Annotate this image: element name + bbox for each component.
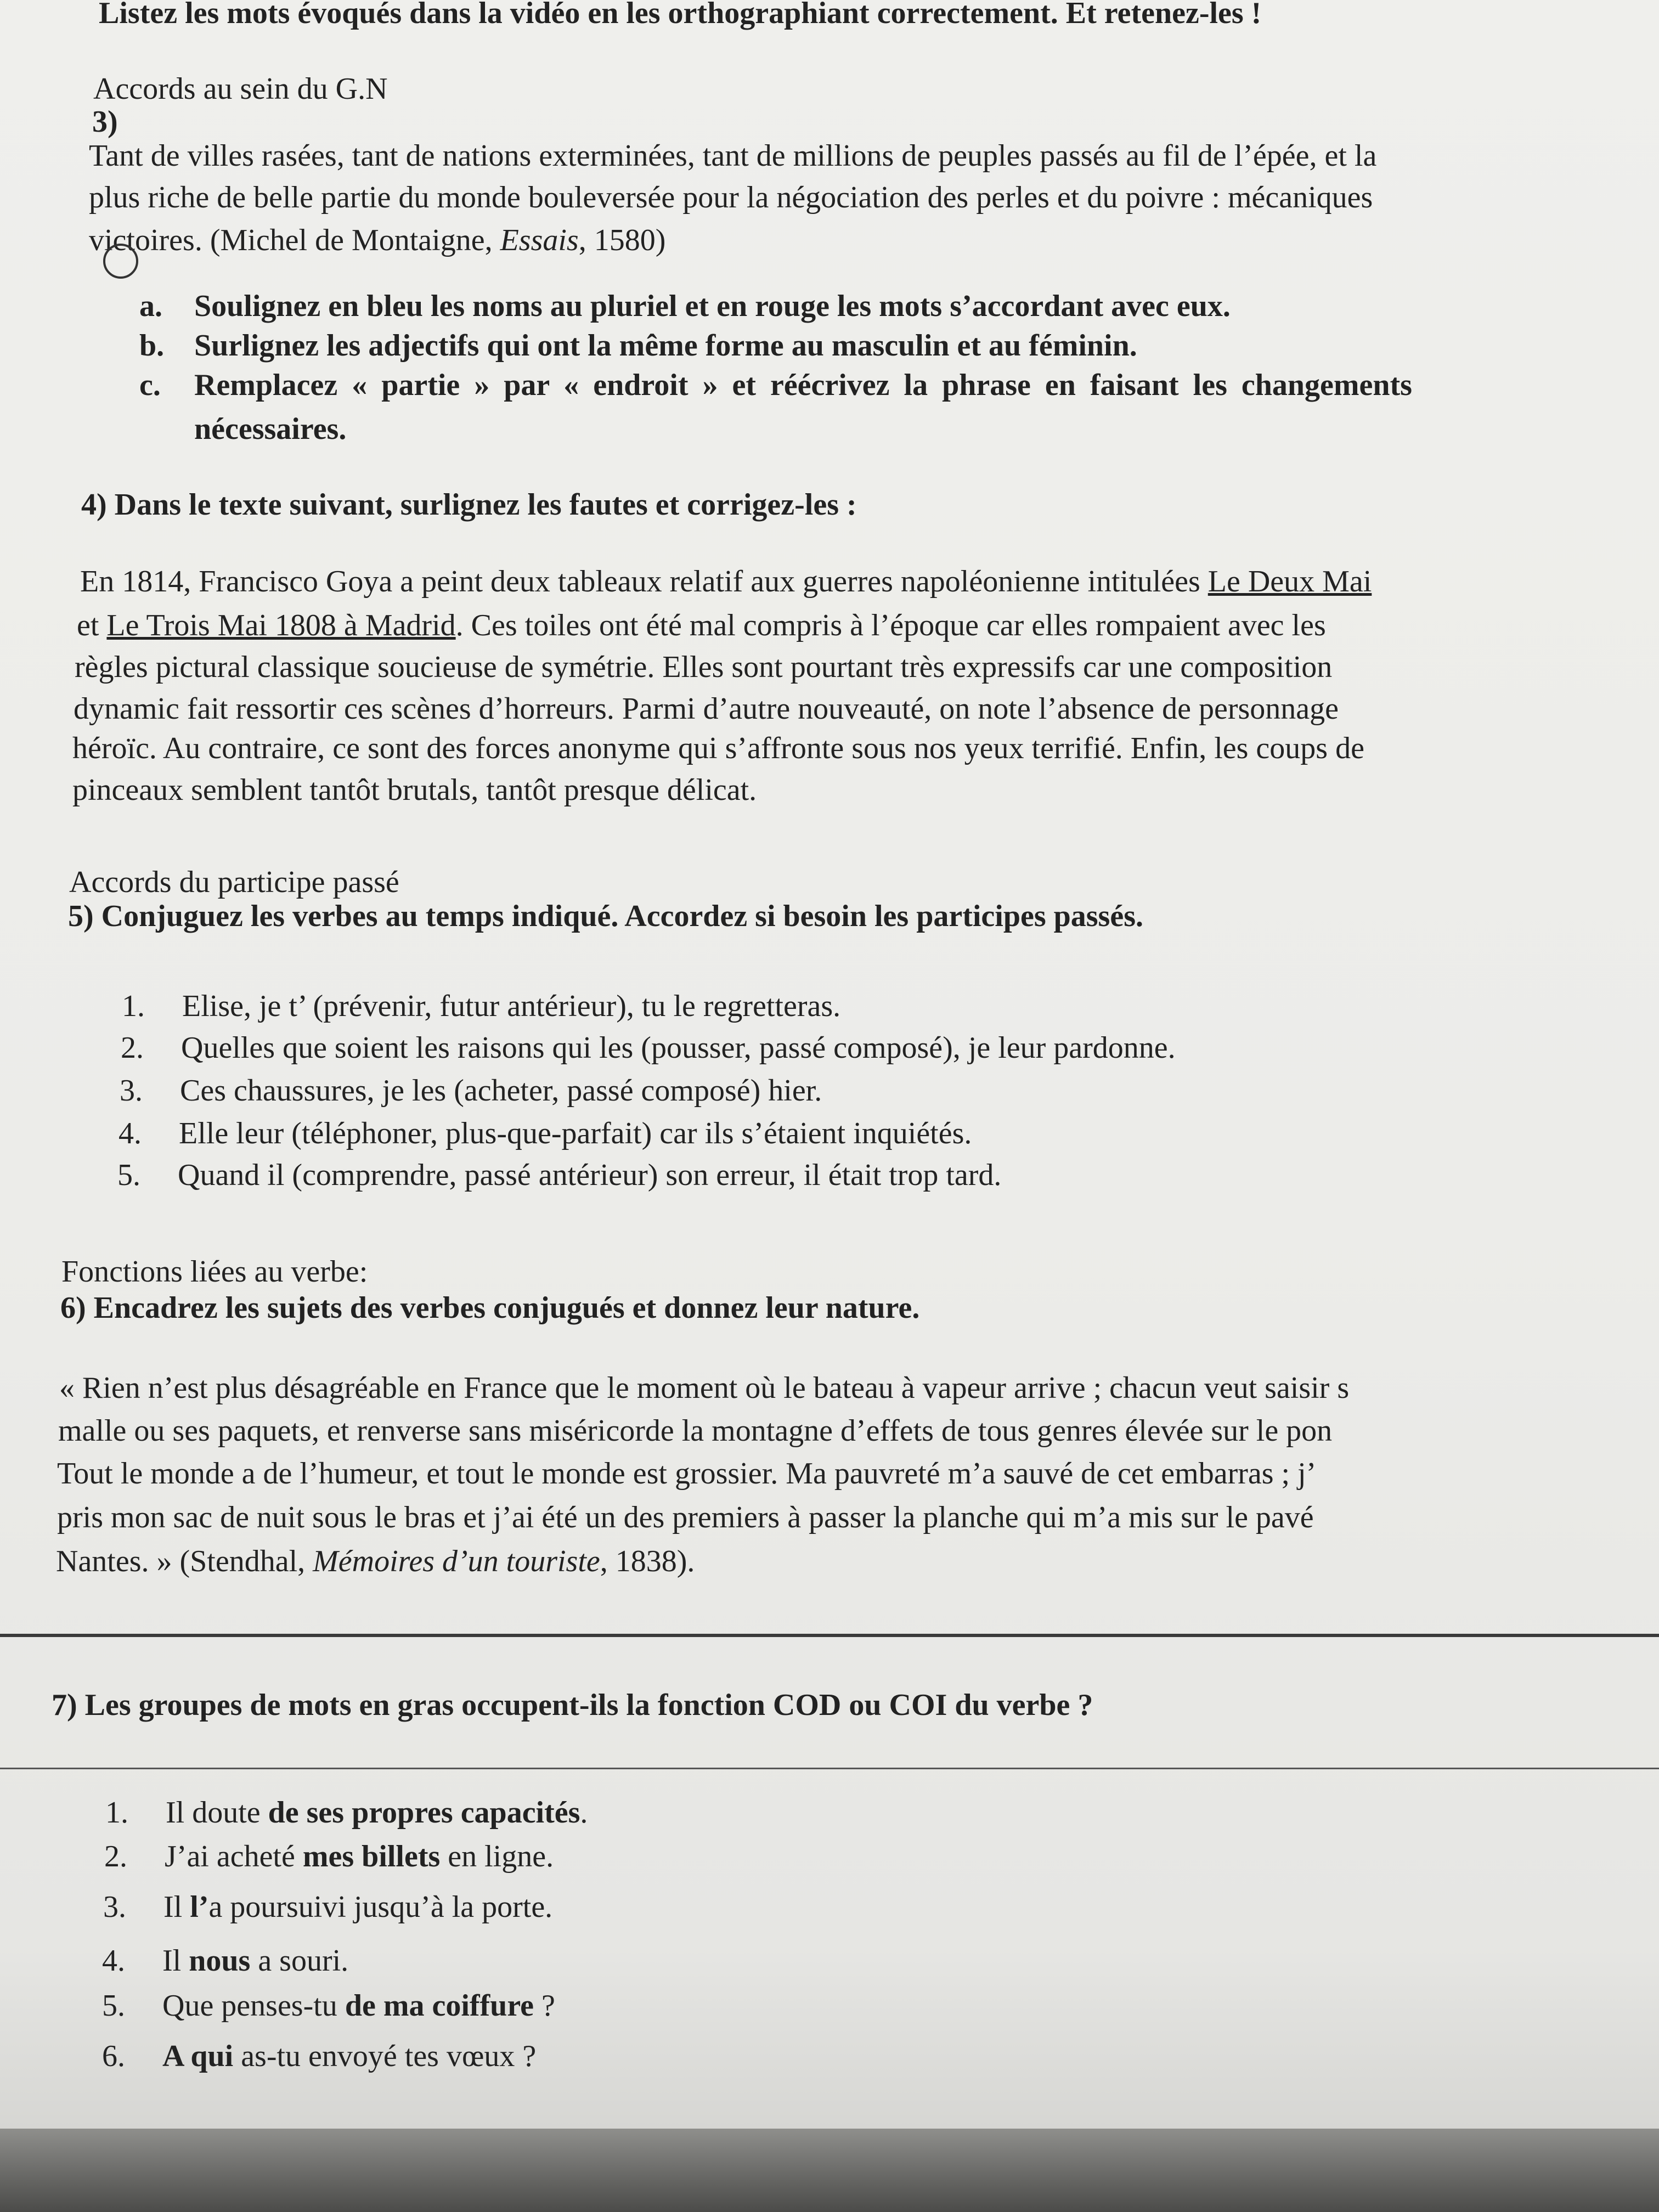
- s4-line-6: pinceaux semblent tantôt brutals, tantôt presque délicat.: [72, 773, 757, 807]
- s7-item-4-text: Il: [162, 1944, 189, 1978]
- s3-item-c-label: c.: [139, 368, 161, 402]
- s7-item-4: [102, 1944, 348, 1978]
- s4-line-2-text: . Ces toiles ont été mal compris à l’époque car elles rompaient avec les: [455, 608, 1326, 642]
- s5-item-2-number: 2.: [121, 1031, 144, 1065]
- s7-item-1-group: de ses propres capacités: [268, 1796, 580, 1830]
- s7-item-3-end: a poursuivi jusqu’à la porte.: [208, 1890, 553, 1924]
- s3-item-a-text: Soulignez en bleu les noms au pluriel et en rouge les mots s’accordant avec eux.: [194, 289, 1231, 323]
- s4-line-2: [77, 609, 1326, 643]
- s7-item-4-end: a souri.: [250, 1944, 349, 1978]
- s6-title: 6) Encadrez les sujets des verbes conjugués et donnez leur nature.: [60, 1291, 920, 1325]
- s6-citation-date: , 1838).: [600, 1544, 695, 1578]
- s6-heading: Fonctions liées au verbe:: [61, 1255, 368, 1289]
- s7-item-1-end: .: [580, 1796, 588, 1830]
- section-divider-top: [0, 1634, 1659, 1637]
- s5-item-3-text: Ces chaussures, je les (acheter, passé composé) hier.: [180, 1074, 822, 1108]
- s3-text-line-3: [89, 224, 665, 258]
- s7-item-6-number: 6.: [102, 2039, 125, 2073]
- s7-item-4-number: 4.: [102, 1944, 125, 1978]
- s4-line-1-text: En 1814, Francisco Goya a peint deux tableaux relatif aux guerres napoléonienne intitulées: [80, 565, 1208, 599]
- s3-heading: Accords au sein du G.N: [93, 72, 388, 106]
- s7-title: 7) Les groupes de mots en gras occupent-ils la fonction COD ou COI du verbe ?: [52, 1688, 1093, 1722]
- s7-item-1: [105, 1796, 588, 1830]
- s6-line-5: [56, 1545, 695, 1579]
- s7-item-2-number: 2.: [104, 1839, 127, 1874]
- s7-item-6: [102, 2040, 536, 2074]
- s3-item-c-cont: nécessaires.: [194, 412, 347, 446]
- s3-book-title: Essais: [500, 223, 579, 257]
- s3-item-b-label: b.: [139, 329, 165, 363]
- s5-item-4: [119, 1117, 972, 1151]
- s4-line-5: héroïc. Au contraire, ce sont des forces anonyme qui s’affronte sous nos yeux terrifié. Enfin, les coups de: [72, 731, 1364, 765]
- s5-item-5: [117, 1159, 1001, 1193]
- s5-item-4-number: 4.: [119, 1116, 142, 1150]
- s7-item-2-text: J’ai acheté: [165, 1839, 303, 1874]
- s7-item-3-number: 3.: [103, 1890, 126, 1924]
- s6-book-title: Mémoires d’un touriste: [313, 1544, 600, 1578]
- s4-line-2-prefix: et: [77, 608, 107, 642]
- s5-item-5-text: Quand il (comprendre, passé antérieur) son erreur, il était trop tard.: [178, 1158, 1002, 1192]
- s5-title: 5) Conjuguez les verbes au temps indiqué. Accordez si besoin les participes passés.: [68, 899, 1143, 933]
- s5-item-2-text: Quelles que soient les raisons qui les (pousser, passé composé), je leur pardonne.: [181, 1031, 1176, 1065]
- s4-painting-title-2: Le Trois Mai 1808 à Madrid: [106, 608, 456, 642]
- s3-item-c-text: Remplacez « partie » par « endroit » et réécrivez la phrase en faisant les changements: [194, 368, 1412, 402]
- s4-line-4: dynamic fait ressortir ces scènes d’horreurs. Parmi d’autre nouveauté, on note l’absence de personnage: [74, 692, 1339, 726]
- s5-item-4-text: Elle leur (téléphoner, plus-que-parfait) car ils s’étaient inquiétés.: [179, 1116, 972, 1150]
- s3-text-line-1: Tant de villes rasées, tant de nations exterminées, tant de millions de peuples passés au fil de l’épée, et la: [89, 139, 1377, 173]
- s3-item-b: [139, 329, 1137, 363]
- s5-item-3-number: 3.: [120, 1074, 143, 1108]
- s5-heading: Accords du participe passé: [69, 865, 399, 899]
- s4-line-3: règles pictural classique soucieuse de symétrie. Elles sont pourtant très expressifs car une composition: [75, 650, 1333, 684]
- s3-text-line-2: plus riche de belle partie du monde bouleversée pour la négociation des perles et du poivre : mécaniques: [89, 180, 1373, 215]
- s5-item-1-text: Elise, je t’ (prévenir, futur antérieur), tu le regretteras.: [182, 989, 841, 1023]
- s5-item-2: [121, 1031, 1176, 1065]
- s7-item-5-text: Que penses-tu: [162, 1989, 345, 2023]
- s7-item-1-number: 1.: [105, 1796, 128, 1830]
- s5-item-1: [122, 990, 840, 1024]
- s6-line-5-text: Nantes. » (Stendhal,: [56, 1544, 313, 1578]
- s7-item-5-group: de ma coiffure: [345, 1989, 534, 2023]
- s7-item-5-number: 5.: [102, 1989, 125, 2023]
- s7-item-3: [103, 1891, 552, 1925]
- s3-citation: victoires. (Michel de Montaigne,: [89, 223, 500, 257]
- s3-citation-date: , 1580): [578, 223, 666, 257]
- s7-item-5: [102, 1989, 555, 2023]
- s7-item-1-text: Il doute: [166, 1796, 268, 1830]
- s7-item-2: [104, 1840, 554, 1874]
- s3-item-b-text: Surlignez les adjectifs qui ont la même forme au masculin et au féminin.: [194, 329, 1137, 363]
- s4-line-1: [80, 565, 1372, 599]
- s7-item-5-end: ?: [534, 1989, 555, 2023]
- s7-item-2-group: mes billets: [302, 1839, 441, 1874]
- s7-item-2-end: en ligne.: [440, 1839, 554, 1874]
- section-divider-bottom: [0, 1768, 1659, 1769]
- s4-heading: 4) Dans le texte suivant, surlignez les fautes et corrigez-les :: [81, 488, 857, 522]
- s7-item-6-end: as-tu envoyé tes vœux ?: [233, 2039, 537, 2073]
- page-bottom-shadow: [0, 2129, 1659, 2212]
- s6-line-2: malle ou ses paquets, et renverse sans miséricorde la montagne d’effets de tous genres élevée sur le pon: [58, 1414, 1333, 1448]
- s6-line-4: pris mon sac de nuit sous le bras et j’ai été un des premiers à passer la planche qui m’a mis sur le pavé: [57, 1500, 1314, 1534]
- s7-item-4-group: nous: [189, 1944, 251, 1978]
- s3-number: 3): [92, 105, 118, 139]
- s5-item-5-number: 5.: [117, 1158, 140, 1192]
- s3-item-c: [139, 369, 1412, 403]
- s7-item-6-group: A qui: [162, 2039, 234, 2073]
- s4-painting-title-1: Le Deux Mai: [1207, 565, 1372, 599]
- pen-circle-mark: [103, 244, 138, 279]
- s5-item-3: [120, 1074, 822, 1108]
- s3-item-a-label: a.: [139, 289, 162, 323]
- s3-item-a: [139, 290, 1231, 324]
- s7-item-3-text: Il: [163, 1890, 190, 1924]
- s6-line-3: Tout le monde a de l’humeur, et tout le monde est grossier. Ma pauvreté m’a sauvé de cet embarras ; j’: [57, 1457, 1317, 1491]
- s7-item-3-group: l’: [190, 1890, 209, 1924]
- s6-line-1: « Rien n’est plus désagréable en France que le moment où le bateau à vapeur arrive ; chacun veut saisir s: [59, 1371, 1350, 1405]
- s5-item-1-number: 1.: [122, 989, 145, 1023]
- intro-instruction: Listez les mots évoqués dans la vidéo en les orthographiant correctement. Et retenez-les !: [99, 0, 1262, 30]
